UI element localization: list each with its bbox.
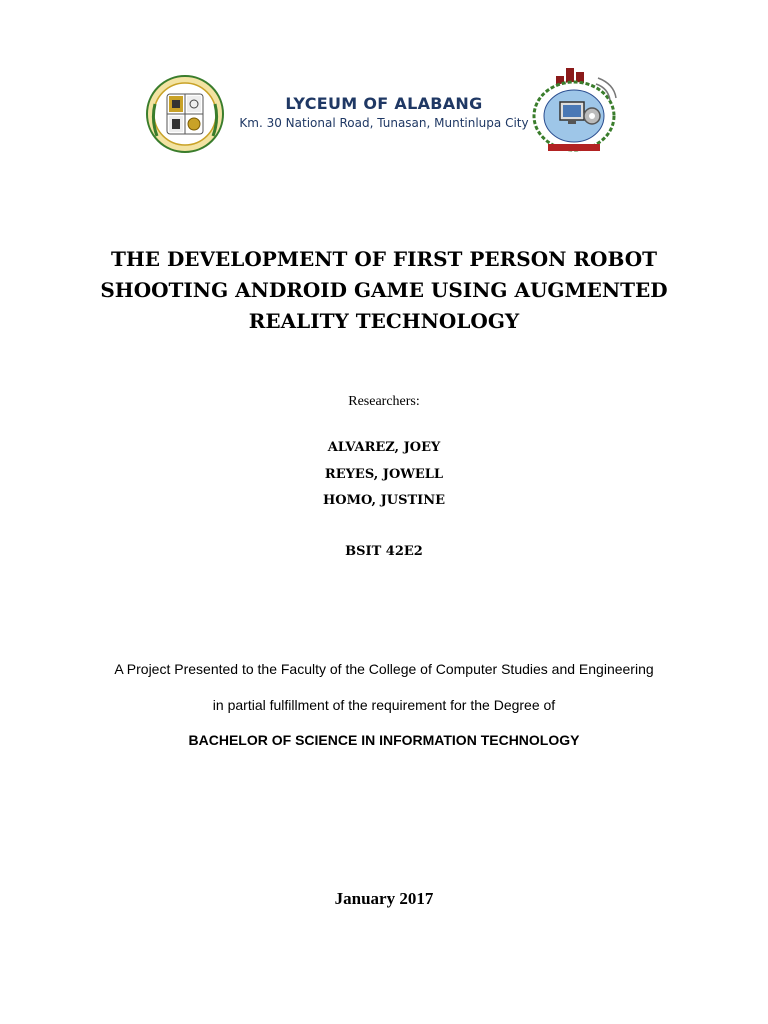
school-seal-logo	[145, 74, 225, 154]
researcher-list	[0, 438, 768, 518]
school-address: Km. 30 National Road, Tunasan, Muntinlupa City	[239, 116, 529, 130]
researcher-name: ALVAREZ, JOEY	[327, 440, 441, 455]
class-section: BSIT 42E2	[345, 544, 423, 559]
researcher-name: HOMO, JUSTINE	[322, 493, 446, 508]
title-line: REALITY TECHNOLOGY	[248, 309, 520, 333]
school-name: LYCEUM OF ALABANG	[285, 94, 483, 113]
researcher-name: REYES, JOWELL	[324, 466, 444, 482]
college-seal-logo	[526, 66, 622, 156]
title-line: THE DEVELOPMENT OF FIRST PERSON ROBOT	[110, 247, 658, 271]
degree-name: BACHELOR OF SCIENCE IN INFORMATION TECHNOLOGY	[188, 732, 580, 748]
submission-date: January 2017	[334, 889, 434, 908]
presentation-statement: A Project Presented to the Faculty of the College of Computer Studies and Engineering	[114, 661, 654, 677]
title-line: SHOOTING ANDROID GAME USING AUGMENTED	[100, 278, 668, 302]
researchers-label: Researchers:	[348, 394, 420, 409]
fulfillment-statement: in partial fulfillment of the requirement for the Degree of	[212, 697, 556, 713]
page-header	[0, 66, 768, 166]
thesis-title	[80, 244, 688, 337]
